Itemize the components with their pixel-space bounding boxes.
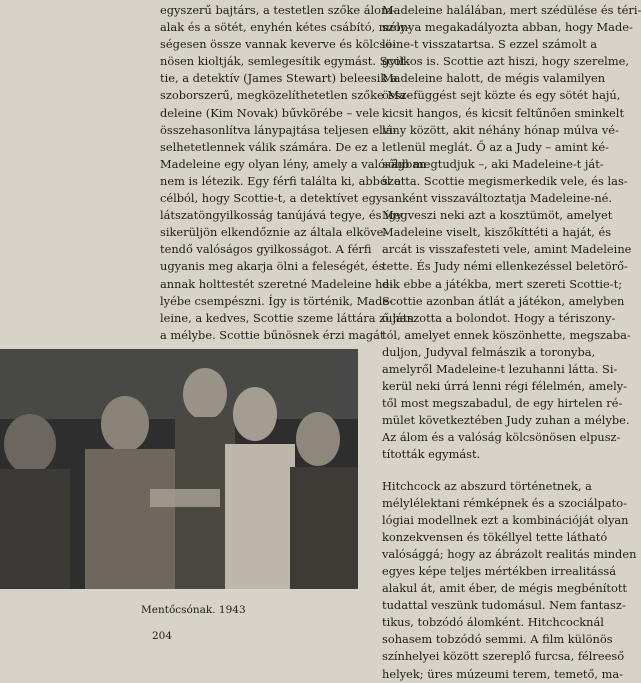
text-line: szonya megakadályozta abban, hogy Made- bbox=[382, 20, 633, 35]
text-line: tette. És Judy némi ellenkezéssel beletörő- bbox=[382, 259, 628, 274]
text-line: Hitchcock az abszurd történetnek, a bbox=[382, 478, 592, 493]
left-text-column bbox=[160, 2, 427, 344]
text-line: lyébe csempészni. Így is történik, Made- bbox=[160, 293, 393, 308]
text-line: szoborszerű, megközelíthetetlen szőke Ma- bbox=[160, 88, 410, 103]
text-line: leine-t visszatartsa. S ezzel számolt a bbox=[382, 37, 598, 52]
text-line: sohasem tobzódó semmi. A film különös bbox=[382, 632, 613, 647]
text-line: tie, a detektív (James Stewart) beleesik a bbox=[160, 71, 398, 86]
right-paragraph-1 bbox=[382, 2, 641, 464]
text-line: Megveszi neki azt a kosztümöt, amelyet bbox=[382, 208, 613, 223]
text-line: összehasonlítva lánypajtása teljesen elvi- bbox=[160, 122, 397, 137]
text-line: annak holttestét szeretné Madeleine he- bbox=[160, 276, 394, 291]
text-line: színhelyei között szereplő furcsa, félreeső bbox=[382, 649, 625, 664]
text-line: kicsit hangos, és kicsit feltűnően sminkelt bbox=[382, 105, 625, 120]
text-line: ő játszotta a bolondot. Hogy a tériszony- bbox=[382, 310, 616, 325]
text-line: Az álom és a valóság kölcsönösen elpusz- bbox=[382, 430, 621, 445]
text-line: től most megszabadul, de egy hirtelen ré- bbox=[382, 396, 623, 411]
text-line: sikerüljön elkendőznie az általa elköve- bbox=[160, 225, 388, 240]
text-line: nösen kioltják, semlegesítik egymást. Scot- bbox=[160, 54, 410, 69]
text-line: valósággá; hogy az ábrázolt realitás minden bbox=[382, 546, 637, 561]
text-line: leine, a kedves, Scottie szeme láttára zuhan bbox=[160, 310, 414, 325]
right-text-column bbox=[382, 2, 641, 683]
text-line: Madeleine halálában, mert szédülése és téri- bbox=[382, 3, 641, 17]
text-line: konzekvensen és tökéllyel tette látható bbox=[382, 529, 608, 544]
text-line: lógiai modellnek ezt a kombinációját olyan bbox=[382, 512, 629, 527]
text-line: célból, hogy Scottie-t, a detektívet egy bbox=[160, 191, 383, 206]
right-paragraph-2 bbox=[382, 478, 637, 683]
text-line: tudattal veszünk tudomásul. Nem fantasz- bbox=[382, 598, 626, 613]
page-number: 204 bbox=[152, 630, 173, 642]
text-line: sanként visszaváltoztatja Madeleine-né. bbox=[382, 191, 613, 206]
text-line: helyek; üres múzeumi terem, temető, ma- bbox=[382, 666, 624, 681]
text-line: ugyanis meg akarja ölni a feleségét, és bbox=[160, 259, 385, 274]
text-line: deleine (Kim Novak) bűvkörébe – vele bbox=[160, 105, 380, 120]
film-still-illustration bbox=[0, 349, 358, 589]
text-line: arcát is visszafesteti vele, amint Madeleine bbox=[382, 242, 632, 257]
text-line: nem is létezik. Egy férfi találta ki, abból a bbox=[160, 173, 401, 188]
text-line: duljon, Judyval felmászik a toronyba, bbox=[382, 344, 596, 359]
text-line: alakul át, amit éber, de mégis megbénított bbox=[382, 581, 628, 596]
text-line: tendő valóságos gyilkosságot. A férfi bbox=[160, 242, 372, 257]
photo-caption: Mentőcsónak. 1943 bbox=[141, 604, 246, 616]
text-line: mélylélektani rémképnek és a szociálpato- bbox=[382, 495, 627, 510]
text-line: mület következtében Judy zuhan a mélybe. bbox=[382, 413, 630, 428]
text-line: letlenül meglát. Ő az a Judy – amint ké- bbox=[382, 139, 609, 154]
text-line: kerül neki úrrá lenni régi félelmén, amely- bbox=[382, 379, 627, 394]
film-still-photo bbox=[0, 349, 358, 589]
text-line: ségesen össze vannak keverve és kölcsö- bbox=[160, 37, 396, 52]
text-line: látszatöngyilkosság tanújává tegye, és így bbox=[160, 208, 403, 223]
text-line: selhetetlennek válik számára. De ez a bbox=[160, 139, 378, 154]
text-line: tikus, tobzódó álomként. Hitchcocknál bbox=[382, 615, 604, 630]
text-line: Madeleine viselt, kiszőkíttéti a haját, és bbox=[382, 225, 612, 240]
text-line: szotta. Scottie megismerkedik vele, és las- bbox=[382, 173, 628, 188]
text-line: összefüggést sejt közte és egy sötét hajú, bbox=[382, 88, 621, 103]
text-line: dik ebbe a játékba, mert szereti Scottie-t; bbox=[382, 276, 623, 291]
text-line: amelyről Madeleine-t lezuhanni látta. Si- bbox=[382, 361, 618, 376]
text-line: tól, amelyet ennek köszönhette, megszaba- bbox=[382, 327, 631, 342]
text-line: alak és a sötét, enyhén kétes csábító, mély- bbox=[160, 20, 411, 35]
text-line: egyes képe teljes mértékben irrealitássá bbox=[382, 564, 617, 578]
text-line: Scottie azonban átlát a játékon, amelyben bbox=[382, 293, 625, 308]
text-line: a mélybe. Scottie bűnösnek érzi magát bbox=[160, 327, 385, 342]
text-line: gyilkos is. Scottie azt hiszi, hogy szerelme, bbox=[382, 54, 629, 69]
text-line: lány között, akit néhány hónap múlva vé- bbox=[382, 122, 619, 137]
text-line: Madeleine egy olyan lény, amely a valóságban bbox=[160, 156, 427, 171]
text-line: tították egymást. bbox=[382, 447, 481, 462]
text-line: sőbb megtudjuk –, aki Madeleine-t ját- bbox=[382, 156, 604, 171]
text-line: Madeleine halott, de mégis valamilyen bbox=[382, 71, 606, 86]
text-line: egyszerű bajtárs, a testetlen szőke álom- bbox=[160, 3, 396, 17]
